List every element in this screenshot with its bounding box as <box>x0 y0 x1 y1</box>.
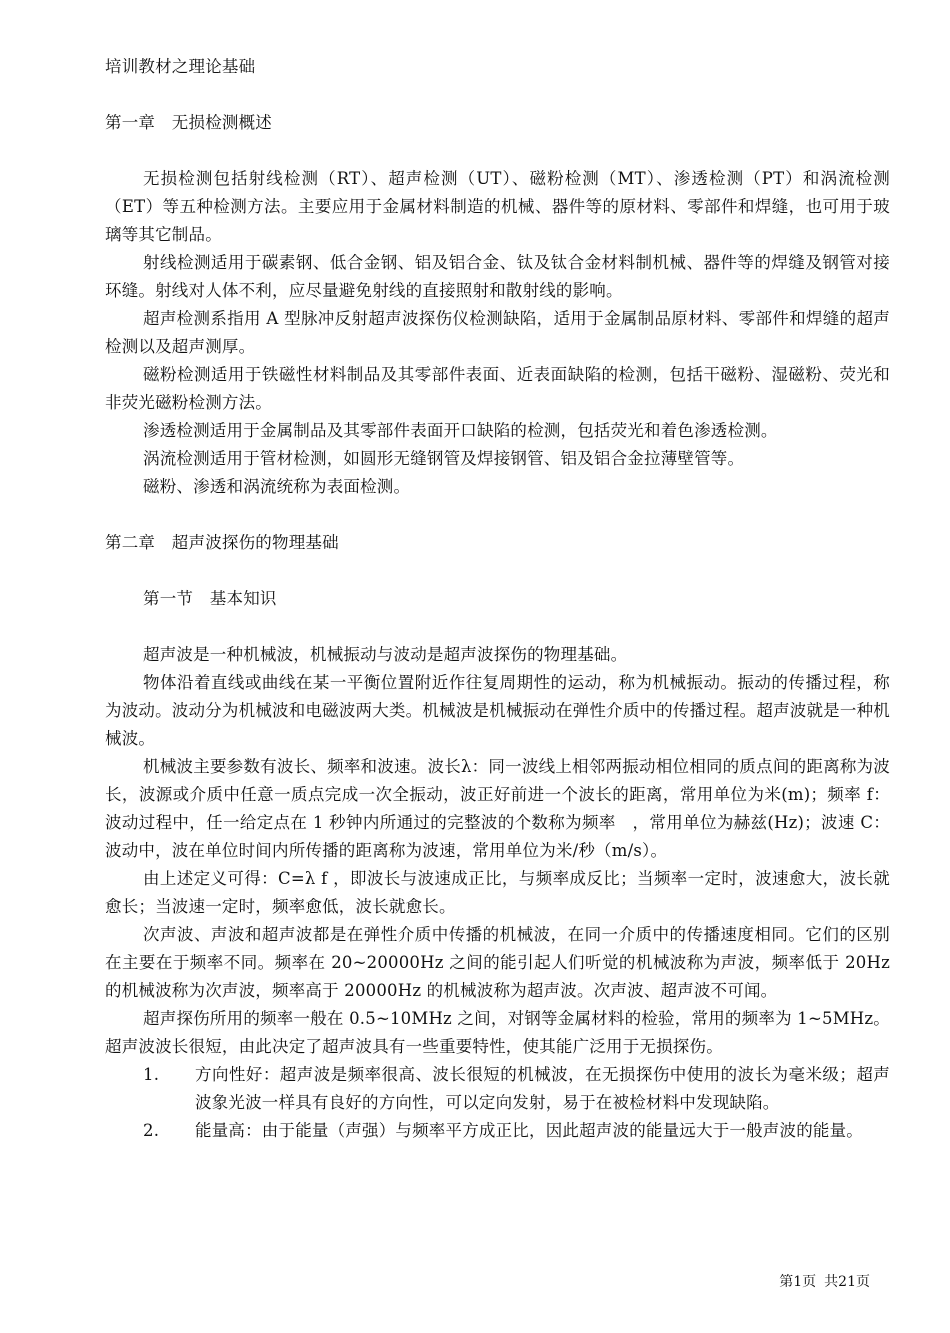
chapter-1-paragraph: 磁粉、渗透和涡流统称为表面检测。 <box>143 477 411 496</box>
chapter-2-paragraph: 由上述定义可得：C=λ f ，即波长与波速成正比，与频率成反比；当频率一定时，波速愈大，波长就愈长；当波速一定时，频率愈低，波长就愈长。 <box>105 869 890 916</box>
list-item-text: 能量高：由于能量（声强）与频率平方成正比，因此超声波的能量远大于一般声波的能量。 <box>195 1121 863 1140</box>
page-content <box>105 53 890 1145</box>
list-item-number: 2. <box>143 1121 160 1140</box>
page-number: 第1页 <box>779 1274 817 1290</box>
chapter-1-paragraph: 涡流检测适用于管材检测，如圆形无缝钢管及焊接钢管、铝及铝合金拉薄壁管等。 <box>143 449 745 468</box>
chapter-1-heading: 第一章 无损检测概述 <box>105 113 272 132</box>
document-title: 培训教材之理论基础 <box>105 57 256 76</box>
list-item <box>105 1061 890 1117</box>
list-item-number: 1. <box>143 1065 160 1084</box>
chapter-2-paragraph: 次声波、声波和超声波都是在弹性介质中传播的机械波，在同一介质中的传播速度相同。它们的区别在主要在于频率不同。频率在 20~20000Hz 之间的能引起人们听觉的机械波称为声波，频率低于 20Hz 的机械波称为次声波，频率高于 20000Hz 的机械波称为超声波。次声波、超声波不可闻。 <box>105 925 890 1000</box>
chapter-1-paragraph: 无损检测包括射线检测（RT）、超声检测（UT）、磁粉检测（MT）、渗透检测（PT）和涡流检测（ET）等五种检测方法。主要应用于金属材料制造的机械、器件等的原材料、零部件和焊缝，也可用于玻璃等其它制品。 <box>105 169 890 244</box>
chapter-2-paragraph: 超声探伤所用的频率一般在 0.5~10MHz 之间，对钢等金属材料的检验，常用的频率为 1~5MHz。超声波波长很短，由此决定了超声波具有一些重要特性，使其能广泛用于无损探伤。 <box>105 1009 890 1056</box>
list-item-text: 方向性好：超声波是频率很高、波长很短的机械波，在无损探伤中使用的波长为毫米级；超声波象光波一样具有良好的方向性，可以定向发射，易于在被检材料中发现缺陷。 <box>195 1065 890 1112</box>
chapter-1-paragraph: 磁粉检测适用于铁磁性材料制品及其零部件表面、近表面缺陷的检测，包括干磁粉、湿磁粉、荧光和非荧光磁粉检测方法。 <box>105 365 890 412</box>
chapter-1-paragraph: 超声检测系指用 A 型脉冲反射超声波探伤仪检测缺陷，适用于金属制品原材料、零部件和焊缝的超声检测以及超声测厚。 <box>105 309 890 356</box>
chapter-2-paragraph: 物体沿着直线或曲线在某一平衡位置附近作往复周期性的运动，称为机械振动。振动的传播过程，称为波动。波动分为机械波和电磁波两大类。机械波是机械振动在弹性介质中的传播过程。超声波就是一种机械波。 <box>105 673 890 748</box>
section-1-heading: 第一节 基本知识 <box>143 589 277 608</box>
chapter-2-heading: 第二章 超声波探伤的物理基础 <box>105 533 339 552</box>
page-footer <box>779 1272 870 1292</box>
chapter-1-paragraph: 射线检测适用于碳素钢、低合金钢、铝及铝合金、钛及钛合金材料制机械、器件等的焊缝及钢管对接环缝。射线对人体不利，应尽量避免射线的直接照射和散射线的影响。 <box>105 253 890 300</box>
chapter-1-paragraph: 渗透检测适用于金属制品及其零部件表面开口缺陷的检测，包括荧光和着色渗透检测。 <box>143 421 778 440</box>
chapter-2-paragraph: 机械波主要参数有波长、频率和波速。波长λ：同一波线上相邻两振动相位相同的质点间的距离称为波长，波源或介质中任意一质点完成一次全振动，波正好前进一个波长的距离，常用单位为米(m)；频率 f：波动过程中，任一给定点在 1 秒钟内所通过的完整波的个数称为频率 ，常用单位为赫兹(Hz)；波速 C：波动中，波在单位时间内所传播的距离称为波速，常用单位为米/秒（m/s）。 <box>105 757 890 860</box>
chapter-2-paragraph: 超声波是一种机械波，机械振动与波动是超声波探伤的物理基础。 <box>143 645 628 664</box>
list-item <box>105 1117 890 1145</box>
page-total: 共21页 <box>824 1274 870 1290</box>
